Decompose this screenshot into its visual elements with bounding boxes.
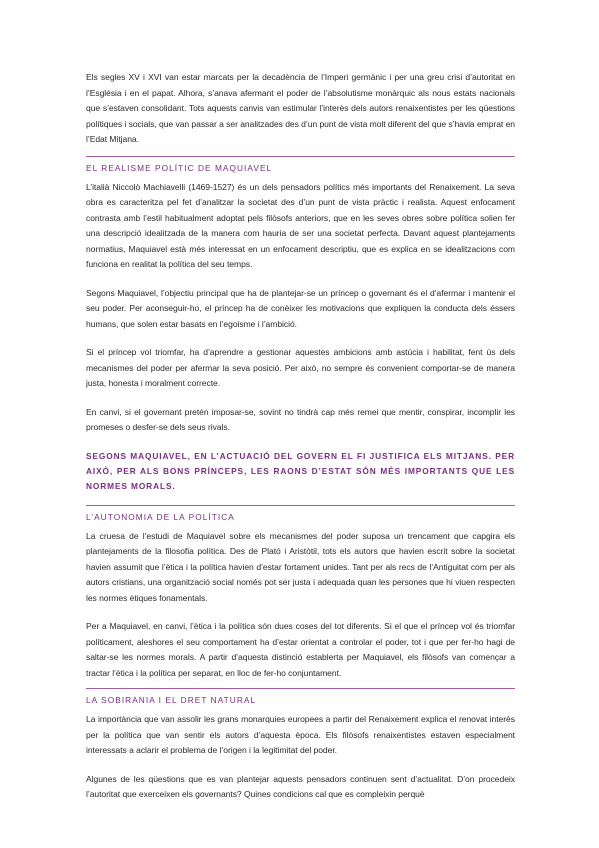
body-paragraph: La importància que van assolir les grans monarquies europees a partir del Renaixement explica el renovat interès per la política que van sentir els autors d’aquesta època. Els filòsofs renaixentistes estaven especialment interessats a aclarir el problema de l’origen i la legitimitat del poder. xyxy=(86,714,515,755)
body-paragraph: Per a Maquiavel, en canvi, l’ètica i la política són dues coses del tot diferents. Si el que el príncep vol és triomfar políticament, aleshores el seu comportament ha d’estar orientat a controlar el poder, tot i que per fer-ho hagi de saltar-se les normes morals. A partir d’aquesta distinció establerta per Maquiavel, els filòsofs van començar a tractar l’ètica i la política per separat, en lloc de fer-ho conjuntament. xyxy=(86,621,515,678)
section-title-realisme: EL REALISME POLÍTIC DE MAQUIAVEL xyxy=(86,162,273,173)
body-paragraph: La cruesa de l’estudi de Maquiavel sobre els mecanismes del poder suposa un trencament que capgira els plantejaments de la filosofia política. Des de Plató i Aristòtil, tots els autors que havien escrit sobre la societat havien assumit que l’ètica i la política havien d’estar fortament unides. Tant per als recs de l’Antiguitat com per als autors cristians, una organització social només pot ser justa i adequada quan les persones que hi viuen respecten les normes ètiques fonamentals. xyxy=(86,530,515,603)
highlight-quote: SEGONS MAQUIAVEL, EN L’ACTUACIÓ DEL GOVERN EL FI JUSTIFICA ELS MITJANS. PER AIXÒ, PER ALS BONS PRÍNCEPS, LES RAONS D’ESTAT SÓN MÉS IMPORTANTS QUE LES NORMES MORALS. xyxy=(86,450,515,491)
body-paragraph: Algunes de les qüestions que es van plantejar aquests pensadors continuen sent d’actualitat. D’on procedeix l’autoritat que exerceixen els governants? Quines condicions cal que es compleixin perquè xyxy=(86,773,515,799)
body-paragraph: Si el príncep vol triomfar, ha d’aprendre a gestionar aquestes ambicions amb astúcia i habilitat, fent ús dels mecanismes del poder per afermar la seva posició. Per això, no sempre és convenient comportar-se de manera justa, honesta i moralment correcte. xyxy=(86,347,515,388)
section-divider xyxy=(86,505,515,506)
body-paragraph: Segons Maquiavel, l’objectiu principal que ha de plantejar-se un príncep o governant és el d’afermar i mantenir el seu poder. Per aconseguir-ho, el príncep ha de conèixer les motivacions que expliquen la conducta dels éssers humans, que solen estar basats en l’egoisme i l’ambició. xyxy=(86,287,515,329)
document-page xyxy=(86,70,515,816)
section-divider xyxy=(86,156,515,157)
section-divider xyxy=(86,688,515,689)
section-title-autonomia: L’AUTONOMIA DE LA POLÍTICA xyxy=(86,511,235,522)
section-title-sobirania: LA SOBIRANIA I EL DRET NATURAL xyxy=(86,695,257,705)
body-paragraph: En canvi, si el governant pretén imposar-se, sovint no tindrà cap més remei que mentir, conspirar, incomplir les promeses o desfer-se dels seus rivals. xyxy=(86,406,515,432)
intro-paragraph: Els segles XV i XVI van estar marcats per la decadència de l’Imperi germànic i per una greu crisi d’autoritat en l’Església i en el papat. Alhora, s’anava afermant el poder de l’absolutisme monàrquic als nous estats nacionals que s’estaven consolidant. Tots aquests canvis van estimular l’interès dels autors renaixentistes per les qüestions polítiques i socials, que van passar a ser analitzades des d’un punt de vista molt diferent del que s’havia emprat en l’Edat Mitjana. xyxy=(86,72,515,144)
body-paragraph: L’italià Niccolò Machiavelli (1469-1527) és un dels pensadors polítics més importants del Renaixement. La seva obra es caracteritza pel fet d’analitzar la societat des d’un punt de vista pràctic i realista. Aquest enfocament contrasta amb l’estil habitualment adoptat pels filòsofs anteriors, que en les seves obres sobre política solien fer una descripció idealitzada de la manera com hauria de ser una societat perfecta. Davant aquest plantejaments normatius, Maquiavel està més interessat en un enfocament descriptiu, que es explica en se idealitzacions com funciona en realitat la política del seu temps. xyxy=(86,181,515,269)
